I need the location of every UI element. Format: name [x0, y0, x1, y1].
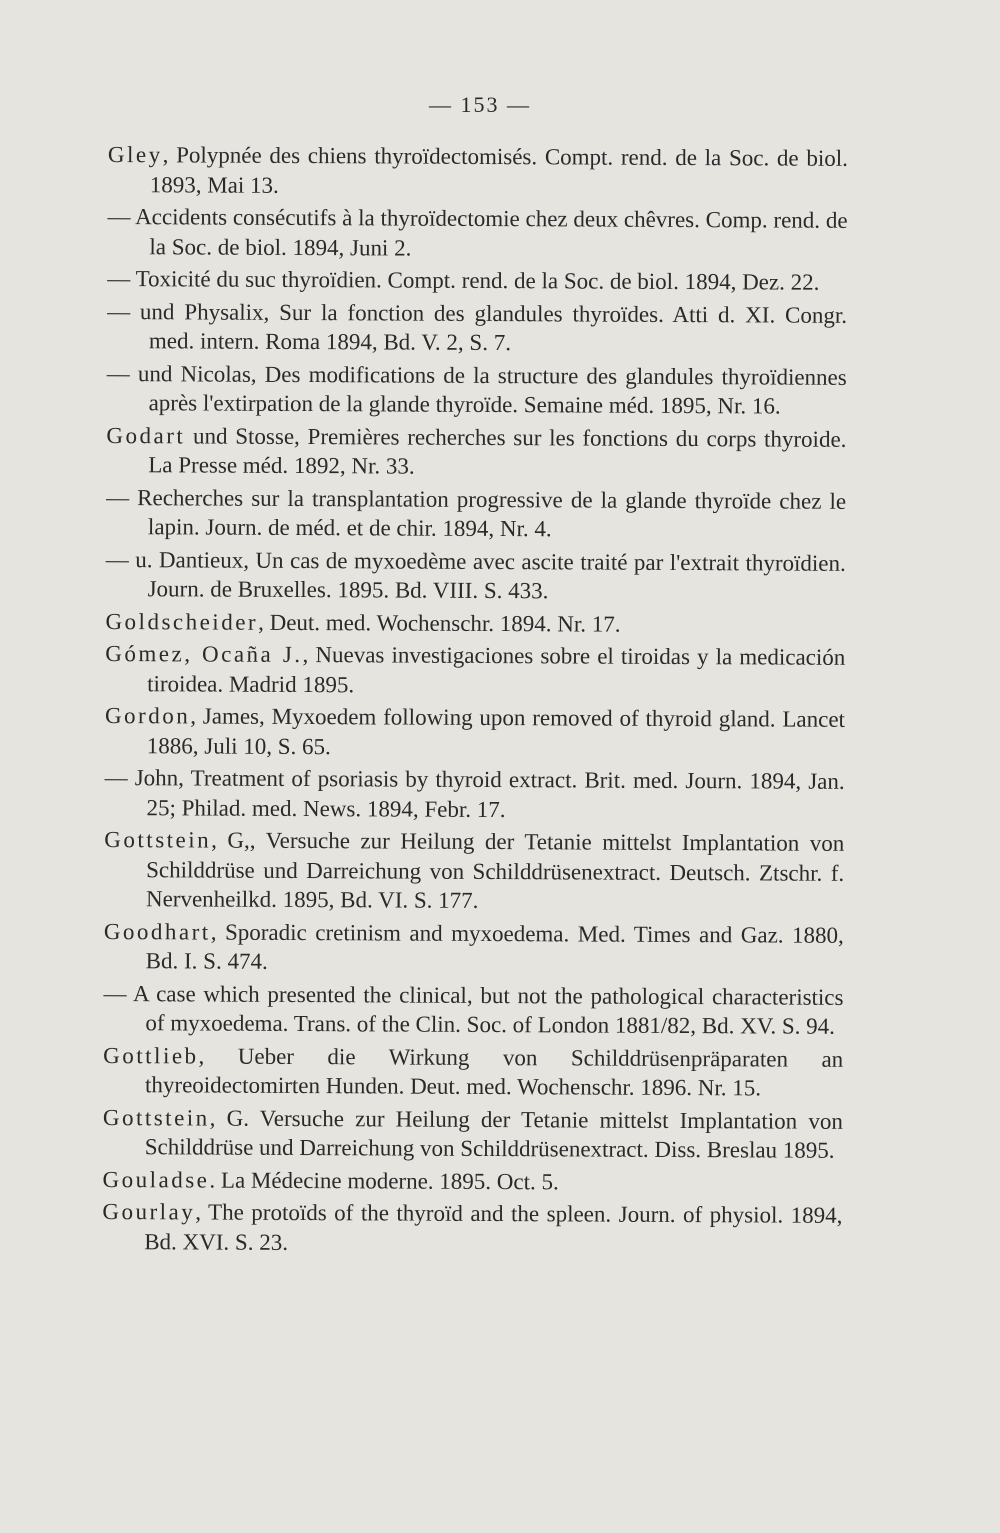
entry-text: , Deut. med. Wochenschr. 1894. Nr. 17. — [258, 609, 621, 637]
entry-author: Gottstein — [104, 826, 212, 853]
bibliography-entry — [107, 296, 847, 359]
bibliography-entry — [102, 1164, 842, 1197]
entry-author: Gordon — [104, 702, 191, 729]
entry-text: — und Nicolas, Des modifications de la structure des glandules thyroïdiennes après l'extirpation de la glande thyroïde. Semaine méd. 1895, Nr. 16. — [106, 360, 847, 419]
bibliography-entry — [107, 202, 847, 265]
entry-text: und Stosse, Premières recherches sur les fonctions du corps thyroide. La Presse méd. 1892, Nr. 33. — [148, 422, 847, 479]
entry-text: — A case which presented the clinical, but not the pathological characteristics of myxoedema. Trans. of the Clin. Soc. of London 1881/82, Bd. XV. S. 94. — [103, 980, 844, 1039]
page-number: — 153 — — [429, 92, 531, 117]
bibliography-entry — [104, 825, 844, 917]
entry-text: — Toxicité du suc thyroïdien. Compt. rend. de la Soc. de biol. 1894, Dez. 22. — [107, 265, 820, 295]
bibliography-entry — [102, 1197, 842, 1260]
bibliography-entry — [105, 701, 845, 764]
entry-text: , Sporadic cretinism and myxoedema. Med. Times and Gaz. 1880, Bd. I. S. 474. — [145, 919, 844, 974]
entry-text: , Ueber die Wirkung von Schilddrüsenpräparaten an thyreoidectomirten Hunden. Deut. med. Wochenschr. 1896. Nr. 15. — [144, 1042, 844, 1101]
bibliography-entry — [103, 978, 843, 1041]
entry-author: Gouladse — [102, 1166, 210, 1193]
bibliography-entry — [104, 763, 844, 826]
entry-author: Gómez, Ocaña J. — [105, 640, 303, 668]
bibliography-entry — [105, 606, 845, 639]
bibliography-entry — [103, 1040, 843, 1103]
entry-text: , The protoïds of the thyroïd and the spleen. Journ. of physiol. 1894, Bd. XVI. S. 23. — [144, 1199, 843, 1255]
entry-author: Gourlay — [102, 1198, 196, 1225]
bibliography-entry — [107, 264, 847, 297]
bibliography-entry — [106, 544, 846, 607]
bibliography-list — [102, 140, 848, 1263]
entry-author: Gottstein — [102, 1104, 210, 1131]
entry-text: — u. Dantieux, Un cas de myxoedème avec ascite traité par l'extrait thyroïdien. Journ. de Bruxelles. 1895. Bd. VIII. S. 433. — [105, 546, 846, 604]
entry-text: — und Physalix, Sur la fonction des glandules thyroïdes. Atti d. XI. Congr. med. intern. Roma 1894, Bd. V. 2, S. 7. — [107, 298, 848, 356]
entry-text: , Nuevas investigaciones sobre el tiroidas y la medicación tiroidea. Madrid 1895. — [147, 642, 846, 697]
entry-text: , James, Myxoedem following upon removed of thyroid gland. Lancet 1886, Juli 10, S. 65. — [146, 703, 846, 759]
entry-author: Godart — [106, 422, 186, 448]
bibliography-entry — [106, 420, 846, 483]
entry-author: Gley — [107, 141, 163, 168]
entry-text: . La Médecine moderne. 1895. Oct. 5. — [209, 1167, 559, 1194]
bibliography-entry — [105, 639, 845, 702]
bibliography-entry — [104, 916, 844, 979]
bibliography-entry — [103, 1102, 843, 1165]
entry-author: Goldscheider — [105, 608, 259, 635]
entry-text: , G,, Versuche zur Heilung der Tetanie mittelst Implantation von Schilddrüse und Darreichung von Schilddrüsenextract. Deutsch. Ztschr. f. Nervenheilkd. 1895, Bd. VI. S. 177. — [145, 827, 845, 913]
entry-text: — Accidents consécutifs à la thyroïdectomie chez deux chêvres. Comp. rend. de la Soc. de biol. 1894, Juni 2. — [107, 203, 848, 261]
entry-text: , Polypnée des chiens thyroïdectomisés. Compt. rend. de la Soc. de biol. 1893, Mai 13. — [149, 142, 848, 198]
bibliography-entry — [107, 358, 847, 421]
bibliography-entry — [108, 140, 848, 203]
entry-text: — Recherches sur la transplantation progressive de la glande thyroïde chez le lapin. Journ. de méd. et de chir. 1894, Nr. 4. — [106, 484, 847, 542]
entry-author: Goodhart — [103, 918, 211, 945]
entry-text: — John, Treatment of psoriasis by thyroid extract. Brit. med. Journ. 1894, Jan. 25; Philad. med. News. 1894, Febr. 17. — [104, 764, 845, 822]
entry-author: Gottlieb — [103, 1042, 199, 1068]
entry-text: , G. Versuche zur Heilung der Tetanie mittelst Implantation von Schilddrüse und Darreichung von Schilddrüsenextract. Diss. Breslau 1895. — [144, 1105, 843, 1163]
bibliography-entry — [106, 482, 846, 545]
